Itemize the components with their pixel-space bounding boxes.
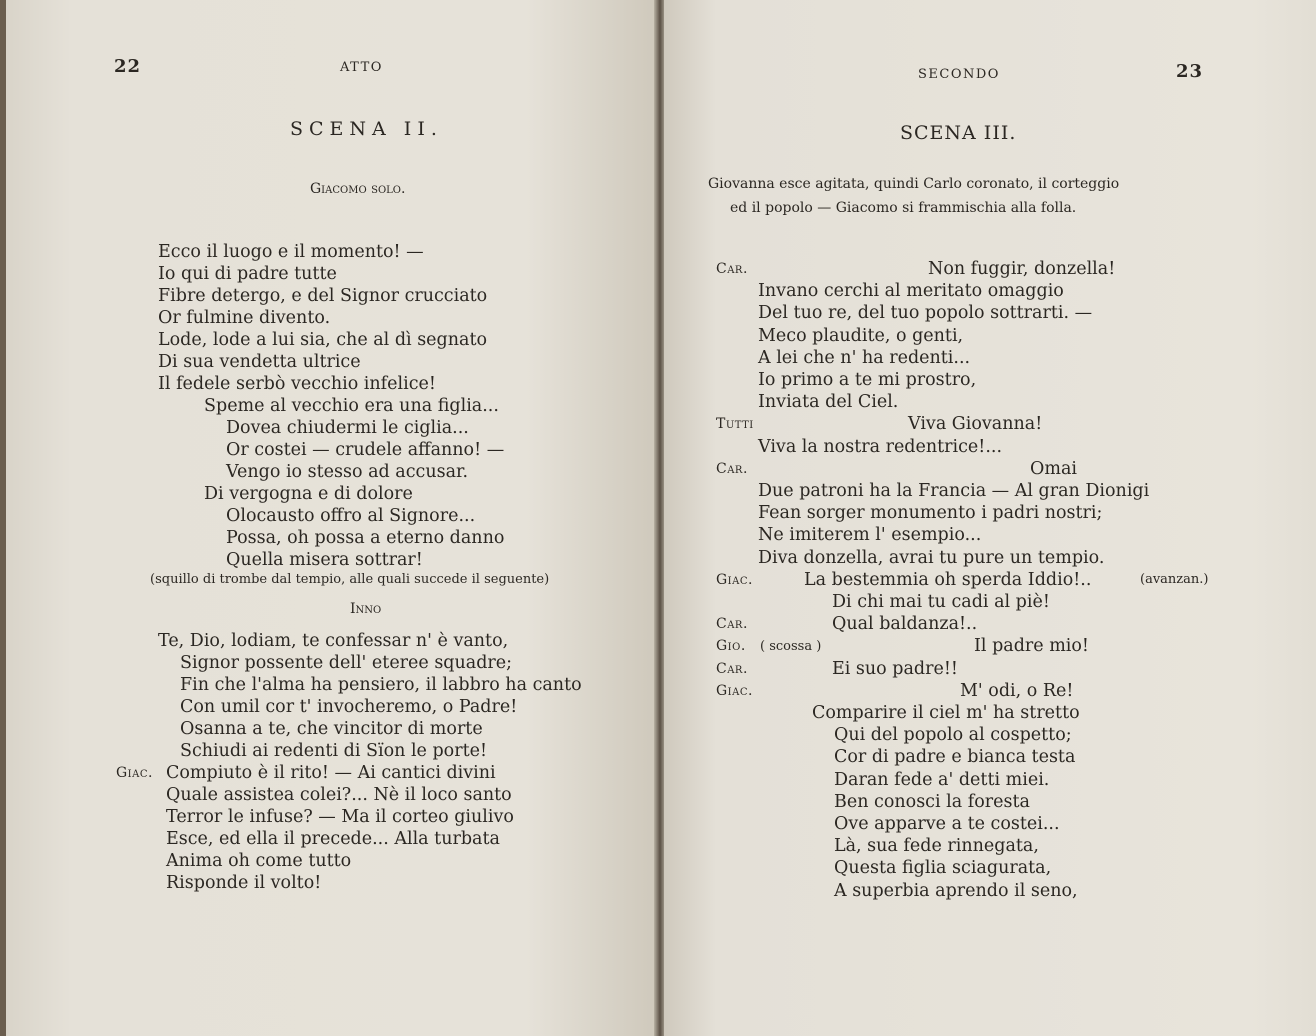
verse-line: Possa, oh possa a eterno danno (226, 528, 505, 548)
speaker-label: Gio. (716, 638, 746, 654)
verse-line: Io qui di padre tutte (158, 264, 337, 284)
left-page (0, 0, 656, 1036)
dialogue-line: Fean sorger monumento i padri nostri; (758, 503, 1103, 523)
dialogue-line: Daran fede a' detti miei. (834, 770, 1050, 790)
stage-direction-left: Giacomo solo. (310, 181, 406, 197)
dialogue-line: A superbia aprendo il seno, (834, 881, 1078, 901)
stage-direction-right-1: Giovanna esce agitata, quindi Carlo coronato, il corteggio (708, 176, 1120, 192)
speaker-label: Car. (716, 261, 748, 277)
dialogue-line: Omai (1030, 459, 1077, 479)
dialogue-line: Cor di padre e bianca testa (834, 747, 1076, 767)
speaker-label: Car. (716, 461, 748, 477)
verse-line: Esce, ed ella il precede... Alla turbata (166, 829, 500, 849)
verse-line: Or costei — crudele affanno! — (226, 440, 505, 460)
hymn-line: Schiudi ai redenti di Sïon le porte! (180, 741, 487, 761)
verse-line: Di sua vendetta ultrice (158, 352, 361, 372)
hymn-line: Signor possente dell' eteree squadre; (180, 653, 513, 673)
speaker-label: Car. (716, 661, 748, 677)
hymn-line: Te, Dio, lodiam, te confessar n' è vanto, (158, 631, 509, 651)
dialogue-line: Del tuo re, del tuo popolo sottrarti. — (758, 303, 1093, 323)
running-head-left: ATTO (340, 60, 383, 75)
dialogue-line: Di chi mai tu cadi al piè! (832, 592, 1050, 612)
verse-line: Lode, lode a lui sia, che al dì segnato (158, 330, 488, 350)
verse-line: Or fulmine divento. (158, 308, 331, 328)
dialogue-line: Ei suo padre!! (832, 659, 958, 679)
speaker-label: Car. (716, 616, 748, 632)
right-page (664, 0, 1316, 1036)
stage-direction-right-2: ed il popolo — Giacomo si frammischia alla folla. (730, 200, 1077, 216)
dialogue-line: Diva donzella, avrai tu pure un tempio. (758, 548, 1105, 568)
stage-aside: (avanzan.) (1140, 572, 1209, 587)
dialogue-line: Là, sua fede rinnegata, (834, 836, 1039, 856)
dialogue-line: Qui del popolo al cospetto; (834, 725, 1072, 745)
dialogue-line: Meco plaudite, o genti, (758, 326, 964, 346)
stage-aside: ( scossa ) (760, 639, 822, 654)
verse-line: Fibre detergo, e del Signor crucciato (158, 286, 488, 306)
verse-line: Ecco il luogo e il momento! — (158, 242, 424, 262)
verse-line: Dovea chiudermi le ciglia... (226, 418, 469, 438)
hymn-line: Fin che l'alma ha pensiero, il labbro ha canto (180, 675, 582, 695)
speaker-label: Giac. (716, 572, 753, 588)
speaker-giac: Giac. (116, 765, 153, 781)
verse-line: Olocausto offro al Signore... (226, 506, 476, 526)
verse-line: Il fedele serbò vecchio infelice! (158, 374, 436, 394)
hymn-line: Con umil cor t' invocheremo, o Padre! (180, 697, 518, 717)
verse-line: Terror le infuse? — Ma il corteo giulivo (166, 807, 514, 827)
dialogue-line: Non fuggir, donzella! (928, 259, 1116, 279)
verse-line: Anima oh come tutto (166, 851, 352, 871)
dialogue-line: Ove apparve a te costei... (834, 814, 1060, 834)
verse-line: Compiuto è il rito! — Ai cantici divini (166, 763, 496, 783)
dialogue-line: Ben conosci la foresta (834, 792, 1030, 812)
closing-speech (166, 762, 514, 894)
speaker-label: Giac. (716, 683, 753, 699)
speaker-label: Tutti (716, 416, 754, 432)
dialogue-line: Ne imiterem l' esempio... (758, 525, 982, 545)
dialogue-line: La bestemmia oh sperda Iddio!.. (804, 570, 1092, 590)
hymn-line: Osanna a te, che vincitor di morte (180, 719, 483, 739)
dialogue-line: A lei che n' ha redenti... (758, 348, 971, 368)
monologue (158, 241, 504, 571)
page-number-right: 23 (1176, 61, 1204, 82)
dialogue-line: Questa figlia sciagurata, (834, 858, 1052, 878)
verse-line: Vengo io stesso ad accusar. (226, 462, 469, 482)
running-head-right: SECONDO (918, 67, 1000, 82)
dialogue-line: Invano cerchi al meritato omaggio (758, 281, 1064, 301)
verse-line: Quella misera sottrar! (226, 550, 423, 570)
verse-line: Di vergogna e di dolore (204, 484, 413, 504)
dialogue-line: Comparire il ciel m' ha stretto (812, 703, 1080, 723)
verse-line: Quale assistea colei?... Nè il loco santo (166, 785, 512, 805)
dialogue-line: Io primo a te mi prostro, (758, 370, 977, 390)
scene-title-right: SCENA III. (900, 122, 1017, 144)
hymn (158, 630, 582, 762)
dialogue-line: Viva la nostra redentrice!... (758, 437, 1003, 457)
dialogue-line: Inviata del Ciel. (758, 392, 899, 412)
hymn-heading: Inno (350, 601, 382, 617)
page-number-left: 22 (114, 56, 142, 77)
verse-line: Speme al vecchio era una figlia... (204, 396, 499, 416)
dialogue-line: Viva Giovanna! (908, 414, 1043, 434)
scene-title-left: SCENA II. (290, 118, 443, 140)
dialogue-line: Il padre mio! (974, 636, 1089, 656)
verse-line: Risponde il volto! (166, 873, 322, 893)
dialogue-line: M' odi, o Re! (960, 681, 1074, 701)
dialogue-line: Qual baldanza!.. (832, 614, 978, 634)
trumpet-direction: (squillo di trombe dal tempio, alle quali succede il seguente) (150, 572, 550, 587)
dialogue-line: Due patroni ha la Francia — Al gran Dionigi (758, 481, 1150, 501)
